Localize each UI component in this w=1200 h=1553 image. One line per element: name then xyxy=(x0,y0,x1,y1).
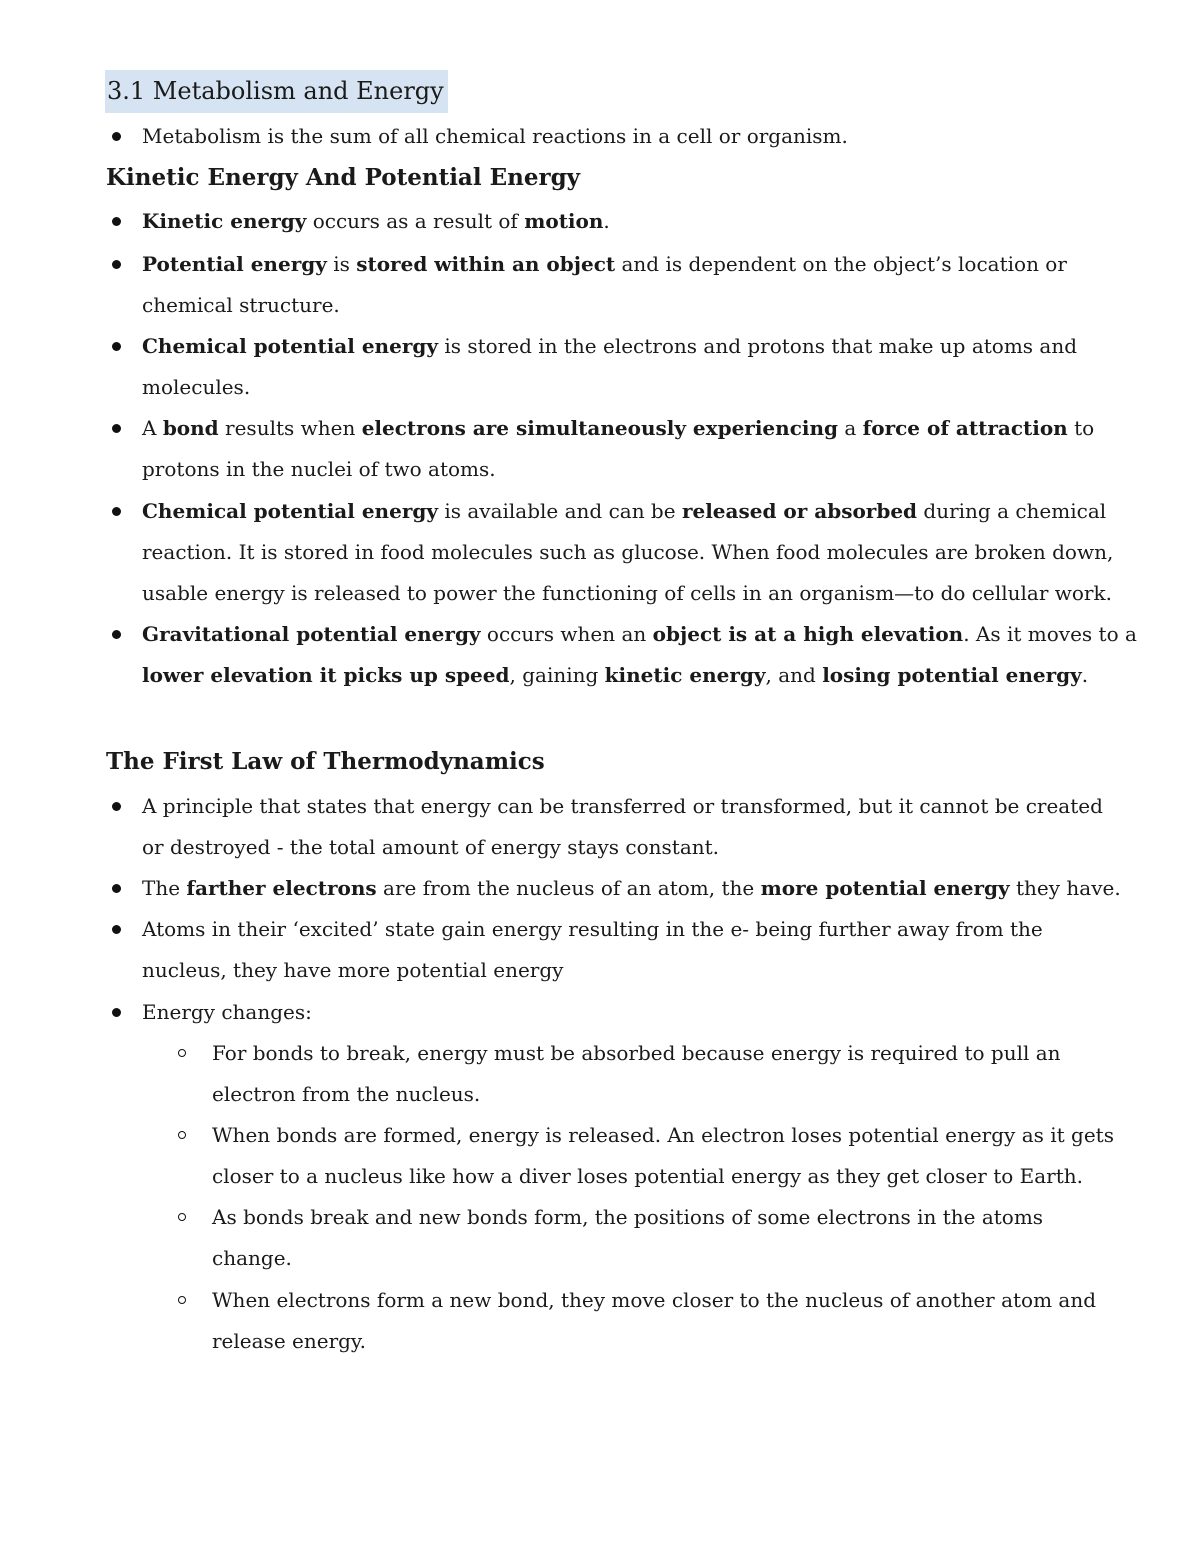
bullet-principle: A principle that states that energy can be transferred or transformed, but it cannot be created xyxy=(142,794,1103,818)
sub-bullet-positions-change: As bonds break and new bonds form, the positions of some electrons in the atoms xyxy=(212,1205,1044,1229)
bullet-continuation: protons in the nuclei of two atoms. xyxy=(142,457,496,481)
sub-bullet-bonds-break: For bonds to break, energy must be absorbed because energy is required to pull an xyxy=(212,1041,1061,1065)
bold-term: Gravitational potential energy xyxy=(142,622,481,646)
text-run: to xyxy=(1067,416,1095,440)
bullet-continuation: reaction. It is stored in food molecules such as glucose. When food molecules are broken down, xyxy=(142,540,1114,564)
bold-term: motion xyxy=(524,209,604,233)
sub-bullet-icon xyxy=(178,1131,186,1139)
bullet-icon xyxy=(112,217,121,226)
bullet-bond xyxy=(142,408,1094,449)
text-run: occurs as a result of xyxy=(306,209,525,233)
text-run: is stored in the electrons and protons that make up atoms and xyxy=(437,334,1078,358)
text-run: are from the nucleus of an atom, the xyxy=(376,876,761,900)
bold-term: losing potential energy xyxy=(822,663,1082,687)
bold-term: more potential energy xyxy=(760,876,1010,900)
sub-bullet-continuation: release energy. xyxy=(212,1329,366,1353)
text-run: occurs when an xyxy=(480,622,653,646)
text-run: . xyxy=(1081,663,1089,687)
sub-bullet-continuation: change. xyxy=(212,1246,292,1270)
section-heading-kinetic-potential: Kinetic Energy And Potential Energy xyxy=(106,164,581,191)
text-run: A xyxy=(142,416,163,440)
sub-bullet-new-bond: When electrons form a new bond, they move closer to the nucleus of another atom and xyxy=(212,1288,1097,1312)
sub-bullet-bonds-formed: When bonds are formed, energy is released. An electron loses potential energy as it gets xyxy=(212,1123,1114,1147)
text-run: is xyxy=(326,252,357,276)
bold-term: object is at a high elevation xyxy=(652,622,964,646)
bullet-icon xyxy=(112,925,121,934)
bullet-continuation: nucleus, they have more potential energy xyxy=(142,958,564,982)
text-run: results when xyxy=(218,416,362,440)
bullet-icon xyxy=(112,424,121,433)
bullet-icon xyxy=(112,342,121,351)
bullet-chemical-potential xyxy=(142,326,1077,367)
intro-bullet: Metabolism is the sum of all chemical reactions in a cell or organism. xyxy=(142,124,848,148)
bullet-chemical-potential-available xyxy=(142,491,1106,532)
bullet-icon xyxy=(112,507,121,516)
bold-term: Kinetic energy xyxy=(142,209,307,233)
text-run: during a chemical xyxy=(917,499,1107,523)
bullet-icon xyxy=(112,630,121,639)
bold-term: Potential energy xyxy=(142,252,327,276)
bullet-excited-state: Atoms in their ‘excited’ state gain energy resulting in the e- being further away from the xyxy=(142,917,1043,941)
bold-term: Chemical potential energy xyxy=(142,334,438,358)
bullet-energy-changes: Energy changes: xyxy=(142,1000,312,1024)
text-run: a xyxy=(838,416,863,440)
bullet-farther-electrons xyxy=(142,868,1121,909)
bullet-continuation xyxy=(142,655,1088,696)
bullet-continuation: usable energy is released to power the functioning of cells in an organism—to do cellular work. xyxy=(142,581,1112,605)
text-run: . xyxy=(603,209,610,233)
bullet-icon xyxy=(112,802,121,811)
bullet-kinetic-energy xyxy=(142,201,610,242)
bold-term: force of attraction xyxy=(862,416,1068,440)
bullet-icon xyxy=(112,1008,121,1017)
bullet-icon xyxy=(112,884,121,893)
bullet-potential-energy xyxy=(142,244,1067,285)
bullet-icon xyxy=(112,132,121,141)
bullet-continuation: chemical structure. xyxy=(142,293,340,317)
section-heading-first-law: The First Law of Thermodynamics xyxy=(106,748,545,775)
bold-term: farther electrons xyxy=(186,876,377,900)
bold-term: electrons are simultaneously experiencing xyxy=(361,416,838,440)
sub-bullet-icon xyxy=(178,1213,186,1221)
bold-term: bond xyxy=(162,416,219,440)
bold-term: lower elevation it picks up speed xyxy=(142,663,510,687)
sub-bullet-continuation: closer to a nucleus like how a diver loses potential energy as they get closer to Earth. xyxy=(212,1164,1083,1188)
text-run: The xyxy=(142,876,187,900)
text-run: and is dependent on the object’s location or xyxy=(615,252,1067,276)
text-run: , gaining xyxy=(509,663,605,687)
text-run: . As it moves to a xyxy=(963,622,1137,646)
bold-term: Chemical potential energy xyxy=(142,499,438,523)
bullet-icon xyxy=(112,260,121,269)
bold-term: released or absorbed xyxy=(681,499,918,523)
bullet-continuation: molecules. xyxy=(142,375,251,399)
bold-term: kinetic energy xyxy=(604,663,766,687)
bullet-gravitational-potential xyxy=(142,614,1137,655)
text-run: is available and can be xyxy=(437,499,682,523)
text-run: , and xyxy=(765,663,823,687)
sub-bullet-continuation: electron from the nucleus. xyxy=(212,1082,481,1106)
bullet-continuation: or destroyed - the total amount of energy stays constant. xyxy=(142,835,720,859)
sub-bullet-icon xyxy=(178,1049,186,1057)
bold-term: stored within an object xyxy=(356,252,616,276)
page-title: 3.1 Metabolism and Energy xyxy=(105,70,448,113)
sub-bullet-icon xyxy=(178,1296,186,1304)
text-run: they have. xyxy=(1009,876,1121,900)
